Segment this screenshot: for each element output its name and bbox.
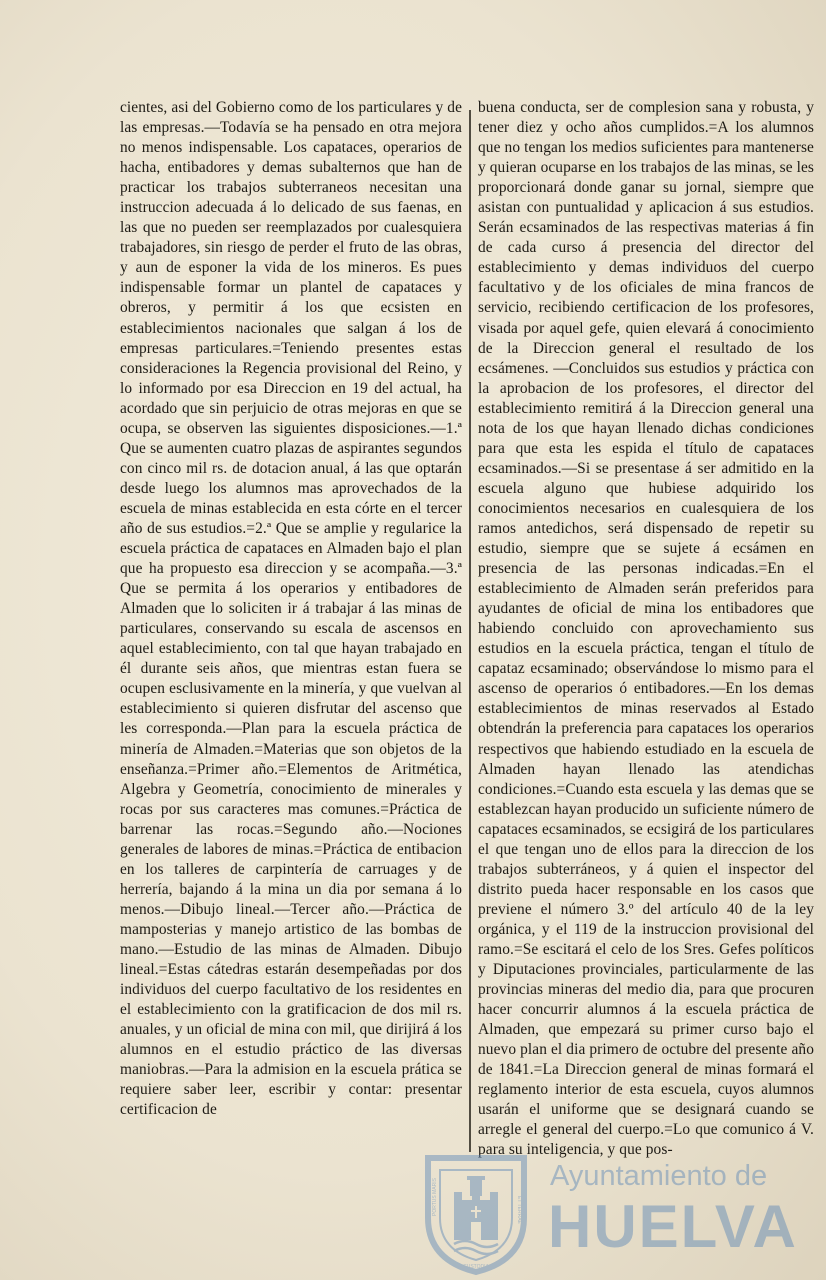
watermark-line-1: Ayuntamiento de bbox=[550, 1160, 768, 1192]
seal-right-text: ET TERRAE bbox=[516, 1196, 522, 1224]
seal-bottom-text: CUSTODIA bbox=[463, 1264, 489, 1270]
watermark bbox=[420, 1148, 820, 1276]
left-column-text: cientes, asi del Gobierno como de los particulares y de las empresas.—Todavía se ha pensado en otra mejora no menos indispensable. Los capataces, operarios de hacha, entibadores y demas subalternos que han de practicar los trabajos subterraneos necesitan una instruccion adecuada á lo delicado de sus faenas, en las que no pueden ser reemplazados por cualesquiera trabajadores, sin riesgo de perder el fruto de las obras, y aun de esponer la vida de los mineros. Es pues indispensable formar un plantel de capataces y obreros, y permitir á los que ecsisten en establecimientos nacionales que salgan á los de empresas particulares.=Teniendo presentes estas consideraciones la Regencia provisional del Reino, y lo informado por esa Direccion en 19 del actual, ha acordado que sin perjuicio de otras mejoras en que se ocupa, se observen las siguientes disposiciones.—1.ª Que se aumenten cuatro plazas de aspirantes segundos con cinco mil rs. de dotacion anual, á las que optarán desde luego los alumnos mas aprovechados de la escuela de minas establecida en esta córte en el tercer año de sus estudios.=2.ª Que se amplie y regularice la escuela práctica de capataces en Almaden bajo el plan que ha propuesto esa direccion y se acompaña.—3.ª Que se permita á los operarios y entibadores de Almaden que lo soliciten ir á trabajar á las minas de particulares, conservando su escala de ascensos en aquel establecimiento, con tal que hayan trabajado en él durante seis años, que mientras estan fuera se ocupen esclusivamente en la minería, y que vuelvan al establecimiento si quieren disfrutar del ascenso que les corresponda.—Plan para la escuela práctica de minería de Almaden.=Materias que son objetos de la enseñanza.=Primer año.=Elementos de Aritmética, Algebra y Geometría, conocimiento de minerales y rocas por sus caracteres mas comunes.=Práctica de barrenar las rocas.=Segundo año.—Nociones generales de labores de minas.=Práctica de entibacion en los talleres de carpintería de carruages y de herrería, bajando á la mina un dia por semana á lo menos.—Dibujo lineal.—Tercer año.—Práctica de mamposterias y manejo artistico de las bombas de mano.—Estudio de las minas de Almaden. Dibujo lineal.=Estas cátedras estarán desempeñadas por dos individuos del cuerpo facultativo de los residentes en el establecimiento con la gratificacion de dos mil rs. anuales, y un oficial de mina con mil, que dirijirá á los alumnos en el estudio práctico de las diversas maniobras.—Para la admision en la escuela prática se requiere saber leer, escribir y contar: presentar certificacion de bbox=[120, 99, 462, 1119]
huelva-seal-icon bbox=[420, 1148, 532, 1276]
right-text-column bbox=[478, 98, 814, 1160]
column-divider bbox=[469, 110, 471, 1152]
seal-left-text: PORTUS MARIS bbox=[432, 1178, 438, 1216]
right-column-text: buena conducta, ser de complesion sana y robusta, y tener diez y ocho años cumplidos.=A los alumnos que no tengan los medios suficientes para mantenerse y quieran ocuparse en los trabajos de las minas, se les proporcionará donde ganar su jornal, siempre que asistan con puntualidad y aplicacion á sus estudios. Serán ecsaminados de las respectivas materias á fin de cada curso á presencia del director del establecimiento y demas individuos del cuerpo facultativo y de los oficiales de mina francos de servicio, recibiendo certificacion de los profesores, visada por aquel gefe, quien elevará á conocimiento de la Direccion general el resultado de los ecsámenes. —Concluidos sus estudios y práctica con la aprobacion de los profesores, el director del establecimiento remitirá á la Direccion general una nota de los que hayan llenado dichas condiciones para que esta les espida el título de capataces ecsaminados.—Si se presentase á ser admitido en la escuela alguno que hubiese adquirido los conocimientos necesarios en cualesquiera de los ramos antedichos, será dispensado de repetir su estudio, siempre que se sujete á ecsámen en presencia de las personas indicadas.=En el establecimiento de Almaden serán preferidos para ayudantes de oficial de mina los entibadores que habiendo concluido con aprovechamiento sus estudios en la escuela práctica, tengan el título de capataz ecsaminado; observándose lo mismo para el ascenso de operarios ó entibadores.—En los demas establecimientos de minas reservados al Estado obtendrán la preferencia para capataces los operarios respectivos que habiendo estudiado en la escuela de Almaden hayan llenado las atendichas condiciones.=Cuando esta escuela y las demas que se establezcan hayan producido un suficiente número de capataces ecsaminados, se ecsigirá de los particulares el que tengan uno de ellos para la direccion de los trabajos subterráneos, y á quien el inspector del distrito pueda hacer responsable en los casos que previene el número 3.º del artículo 40 de la ley orgánica, y el 119 de la instruccion provisional del ramo.=Se escitará el celo de los Sres. Gefes políticos y Diputaciones provinciales, particularmente de las provincias mineras del medio dia, para que procuren hacer concurrir alumnos á la escuela práctica de Almaden, que empezará su primer curso bajo el nuevo plan el dia primero de octubre del presente año de 1841.=La Direccion general de minas formará el reglamento interior de esta escuela, cuyos alumnos usarán el uniforme que se designará cuando se arregle el general del cuerpo.=Lo que comunico á V. para su inteligencia, y que pos- bbox=[478, 99, 814, 1159]
watermark-line-2: HUELVA bbox=[548, 1193, 798, 1260]
left-text-column bbox=[120, 98, 462, 1120]
